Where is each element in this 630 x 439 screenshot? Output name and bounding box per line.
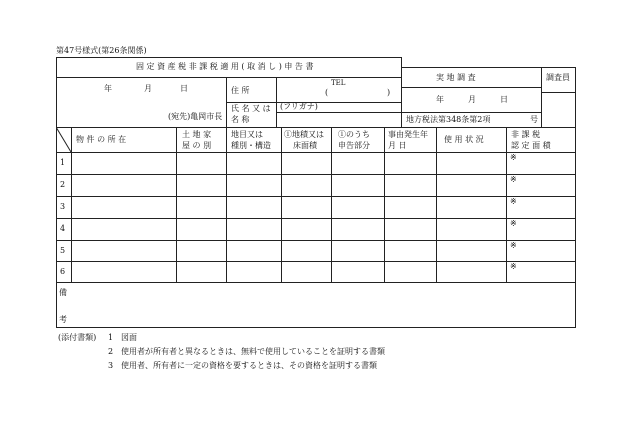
row-mark: ※	[510, 241, 517, 250]
col-header-category-1: 土 地 家	[182, 130, 212, 139]
col-header-location: 物 件 の 所 在	[76, 135, 127, 144]
date-month-label: 月	[144, 84, 152, 93]
table-header-bottom	[56, 152, 576, 153]
col-line-area	[331, 127, 332, 282]
tel-close-paren: )	[387, 88, 391, 97]
inspector-divider	[541, 67, 542, 127]
form-id: 第47号様式(第26条関係)	[56, 46, 147, 55]
remarks-label-2: 考	[59, 315, 67, 324]
col-header-category-2: 屋 の 別	[182, 141, 212, 150]
attachments-label: (添付書類)	[58, 333, 97, 342]
corner-diagonal	[56, 127, 72, 153]
law-suffix: 号	[530, 115, 538, 124]
col-header-exempt-1: 非 課 税	[511, 130, 541, 139]
form-title: 固 定 資 産 税 非 課 税 適 用 ( 取 消 し ) 申 告 書	[136, 62, 314, 71]
date-year-label: 年	[104, 84, 112, 93]
tel-label: TEL	[331, 79, 346, 87]
frame-top-left	[56, 57, 401, 58]
col-header-landuse-1: 地目又は	[231, 130, 263, 139]
header-right-divider	[401, 57, 402, 127]
col-line-category	[226, 127, 227, 282]
col-line-landuse	[281, 127, 282, 282]
inspector-header-divider	[541, 92, 575, 93]
row-number: 1	[60, 158, 66, 167]
col-line-usage	[506, 127, 507, 282]
inspector-header: 調査員	[546, 73, 570, 82]
row-number: 3	[60, 202, 66, 211]
col-header-declared-1: ①のうち	[338, 130, 370, 139]
col-line-reason	[436, 127, 437, 282]
row-mark: ※	[510, 262, 517, 271]
col-header-usage: 使 用 状 況	[444, 135, 484, 144]
col-line-declared	[384, 127, 385, 282]
frame-top-right	[401, 67, 576, 68]
col-header-landuse-2: 種別・構造	[231, 141, 271, 150]
col-header-reason-1: 事由発生年	[388, 130, 428, 139]
col-header-declared-2: 申告部分	[338, 141, 370, 150]
attachment-number: 3	[108, 361, 114, 370]
survey-month-label: 月	[468, 95, 476, 104]
title-row-divider	[56, 77, 401, 78]
attachment-number: 1	[108, 333, 114, 342]
row-mark: ※	[510, 153, 517, 162]
frame-bottom	[56, 327, 576, 328]
col-header-exempt-2: 認 定 面 積	[511, 141, 551, 150]
survey-header: 実 地 調 査	[436, 73, 476, 82]
col-header-area-1: ①地積又は	[284, 130, 324, 139]
survey-day-label: 日	[500, 95, 508, 104]
row-divider-4	[56, 240, 576, 241]
row-number: 2	[60, 180, 66, 189]
row-number: 5	[60, 246, 66, 255]
tel-open-paren: (	[325, 88, 329, 97]
addressee: (宛先)亀岡市長	[168, 112, 223, 121]
attachment-text: 使用者、所有者に一定の資格を要するときは、その資格を証明する書類	[121, 361, 377, 370]
remarks-label-1: 備	[59, 288, 67, 297]
row-number: 6	[60, 267, 66, 276]
attachment-text: 図面	[121, 333, 137, 342]
name-label-line1: 氏 名 又 は	[231, 104, 271, 113]
row-mark: ※	[510, 197, 517, 206]
row-mark: ※	[510, 219, 517, 228]
row-mark: ※	[510, 175, 517, 184]
address-label: 住 所	[231, 86, 250, 95]
survey-year-label: 年	[436, 95, 444, 104]
survey-date-divider	[401, 112, 541, 113]
attachment-number: 2	[108, 347, 114, 356]
furigana-label: (フリガナ)	[280, 102, 318, 111]
row-divider-1	[56, 174, 576, 175]
table-top	[56, 127, 576, 128]
survey-header-divider	[401, 87, 541, 88]
frame-left	[56, 57, 57, 327]
row-divider-2	[56, 196, 576, 197]
col-header-area-2: 床面積	[293, 141, 317, 150]
frame-right	[575, 67, 576, 327]
col-line-location	[176, 127, 177, 282]
row-divider-3	[56, 218, 576, 219]
col-header-reason-2: 月 日	[388, 141, 407, 150]
row-divider-6	[56, 282, 576, 283]
law-text: 地方税法第348条第2項	[406, 115, 491, 124]
furigana-divider	[276, 112, 401, 113]
name-label-line2: 名 称	[231, 115, 250, 124]
attachment-text: 使用者が所有者と異なるときは、無料で使用していることを証明する書類	[121, 347, 385, 356]
row-number: 4	[60, 224, 66, 233]
date-day-label: 日	[180, 84, 188, 93]
row-divider-5	[56, 261, 576, 262]
